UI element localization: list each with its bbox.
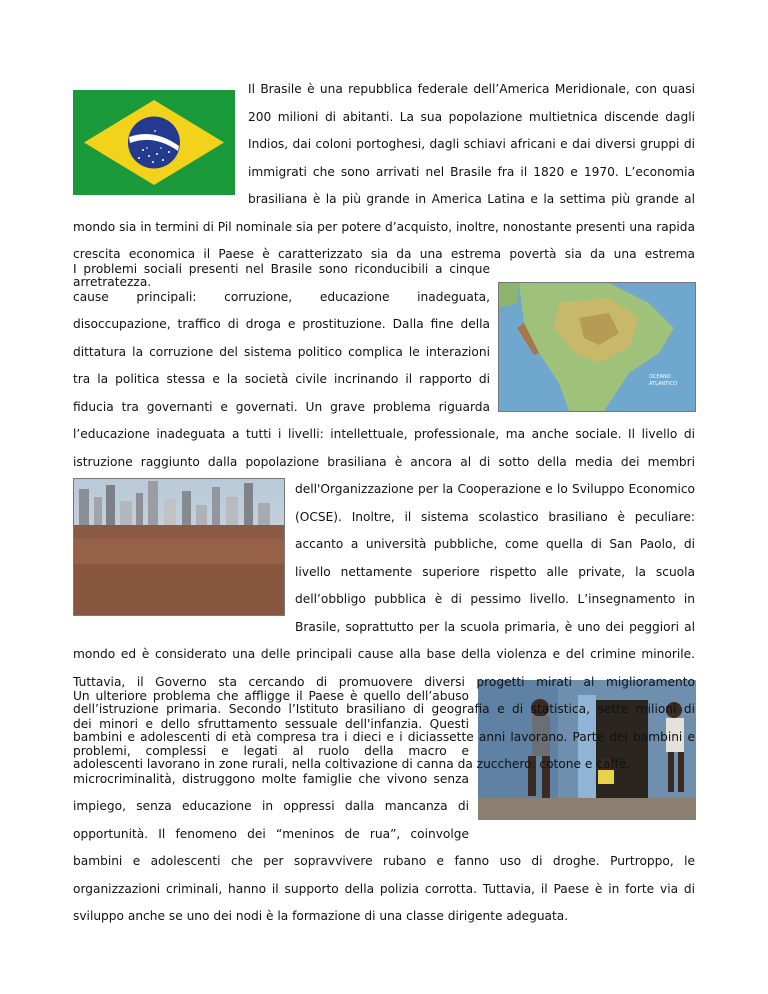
text-wrap-spacer (73, 76, 248, 202)
paragraph-intro-text: Il Brasile è una repubblica federale dell’America Meridionale, con quasi 200 milioni di abitanti. La sua popolazione multietnica discende dagli Indios, dai coloni portoghesi, dagli schiavi africani e dai diversi gruppi di immigrati che sono arrivati nel Brasile fra il 1820 e 1970. L’economia brasiliana è la più grande in America Latina e la settima più grande al mondo sia in termini di Pil nominale sia per potere d’acquisto, inoltre, nonostante presenti una rapida crescita economica il Paese è caratterizzato sia da una estrema povertà sia da una estrema arretratezza. (73, 82, 695, 289)
paragraph-social-problems-text: I problemi sociali presenti nel Brasile sono riconducibili a cinque cause principali: corruzione, educazione inadeguata, disoccupazione, traffico di droga e prostituzione. Dalla fine della dittatura la corruzione del sistema politico complica le interazioni tra la politica stessa e la società civile incrinando il rapporto di fiducia tra governanti e governati. Un grave problema riguarda l’educazione inadeguata a tutti i livelli: intellettuale, professionale, ma anche sociale. Il livello di istruzione raggiunto dalla popolazione brasiliana è ancora al di sotto della media dei membri dell'Organizzazione per la Cooperazione e lo Sviluppo Economico (OCSE). Inoltre, il sistema scolastico brasiliano è peculiare: accanto a università pubbliche, come quella di San Paolo, di livello nettamente superiore rispetto alle private, la scuola dell’obbligo pubblica è di pessimo livello. L’insegnamento in Brasile, soprattutto per la scuola primaria, è uno dei peggiori al mondo ed è considerato una delle principali cause alla base della violenza e del crimine minorile. Tuttavia, il Governo sta cercando di promuovere diversi progetti mirati al miglioramento dell’istruzione primaria. Secondo l’Istituto brasiliano di geografia e di statistica, sette milioni di bambini e adolescenti di età compresa tra i dieci e i diciassette anni lavorano. Parte dei bambini e adolescenti lavorano in zone rurali, nella coltivazione di canna da zucchero, cotone e caffè. (73, 262, 695, 771)
paragraph-child-abuse (73, 683, 695, 931)
text-wrap-spacer (73, 503, 295, 640)
text-wrap-spacer (490, 283, 695, 420)
svg-text:ATLANTICO: ATLANTICO (649, 381, 678, 387)
paragraph-child-abuse-text: Un ulteriore problema che affligge il Paese è quello dell’abuso dei minori e dello sfruttamento sessuale dell'infanzia. Questi problemi, complessi e legati al ruolo della macro e microcriminalità, distruggono molte famiglie che vivono senza impiego, senza educazione in oppressi dalla mancanza di opportunità. Il fenomeno dei “meninos de rua”, coinvolge bambini e adolescenti che per sopravvivere rubano e fanno uso di droghe. Purtroppo, le organizzazioni criminali, hanno il supporto della polizia corrotta. Tuttavia, il Paese è in forte via di sviluppo anche se uno dei nodi è la formazione di una classe dirigente adeguata. (73, 689, 695, 923)
text-wrap-spacer (469, 683, 695, 847)
svg-text:OCEANO: OCEANO (649, 374, 671, 380)
